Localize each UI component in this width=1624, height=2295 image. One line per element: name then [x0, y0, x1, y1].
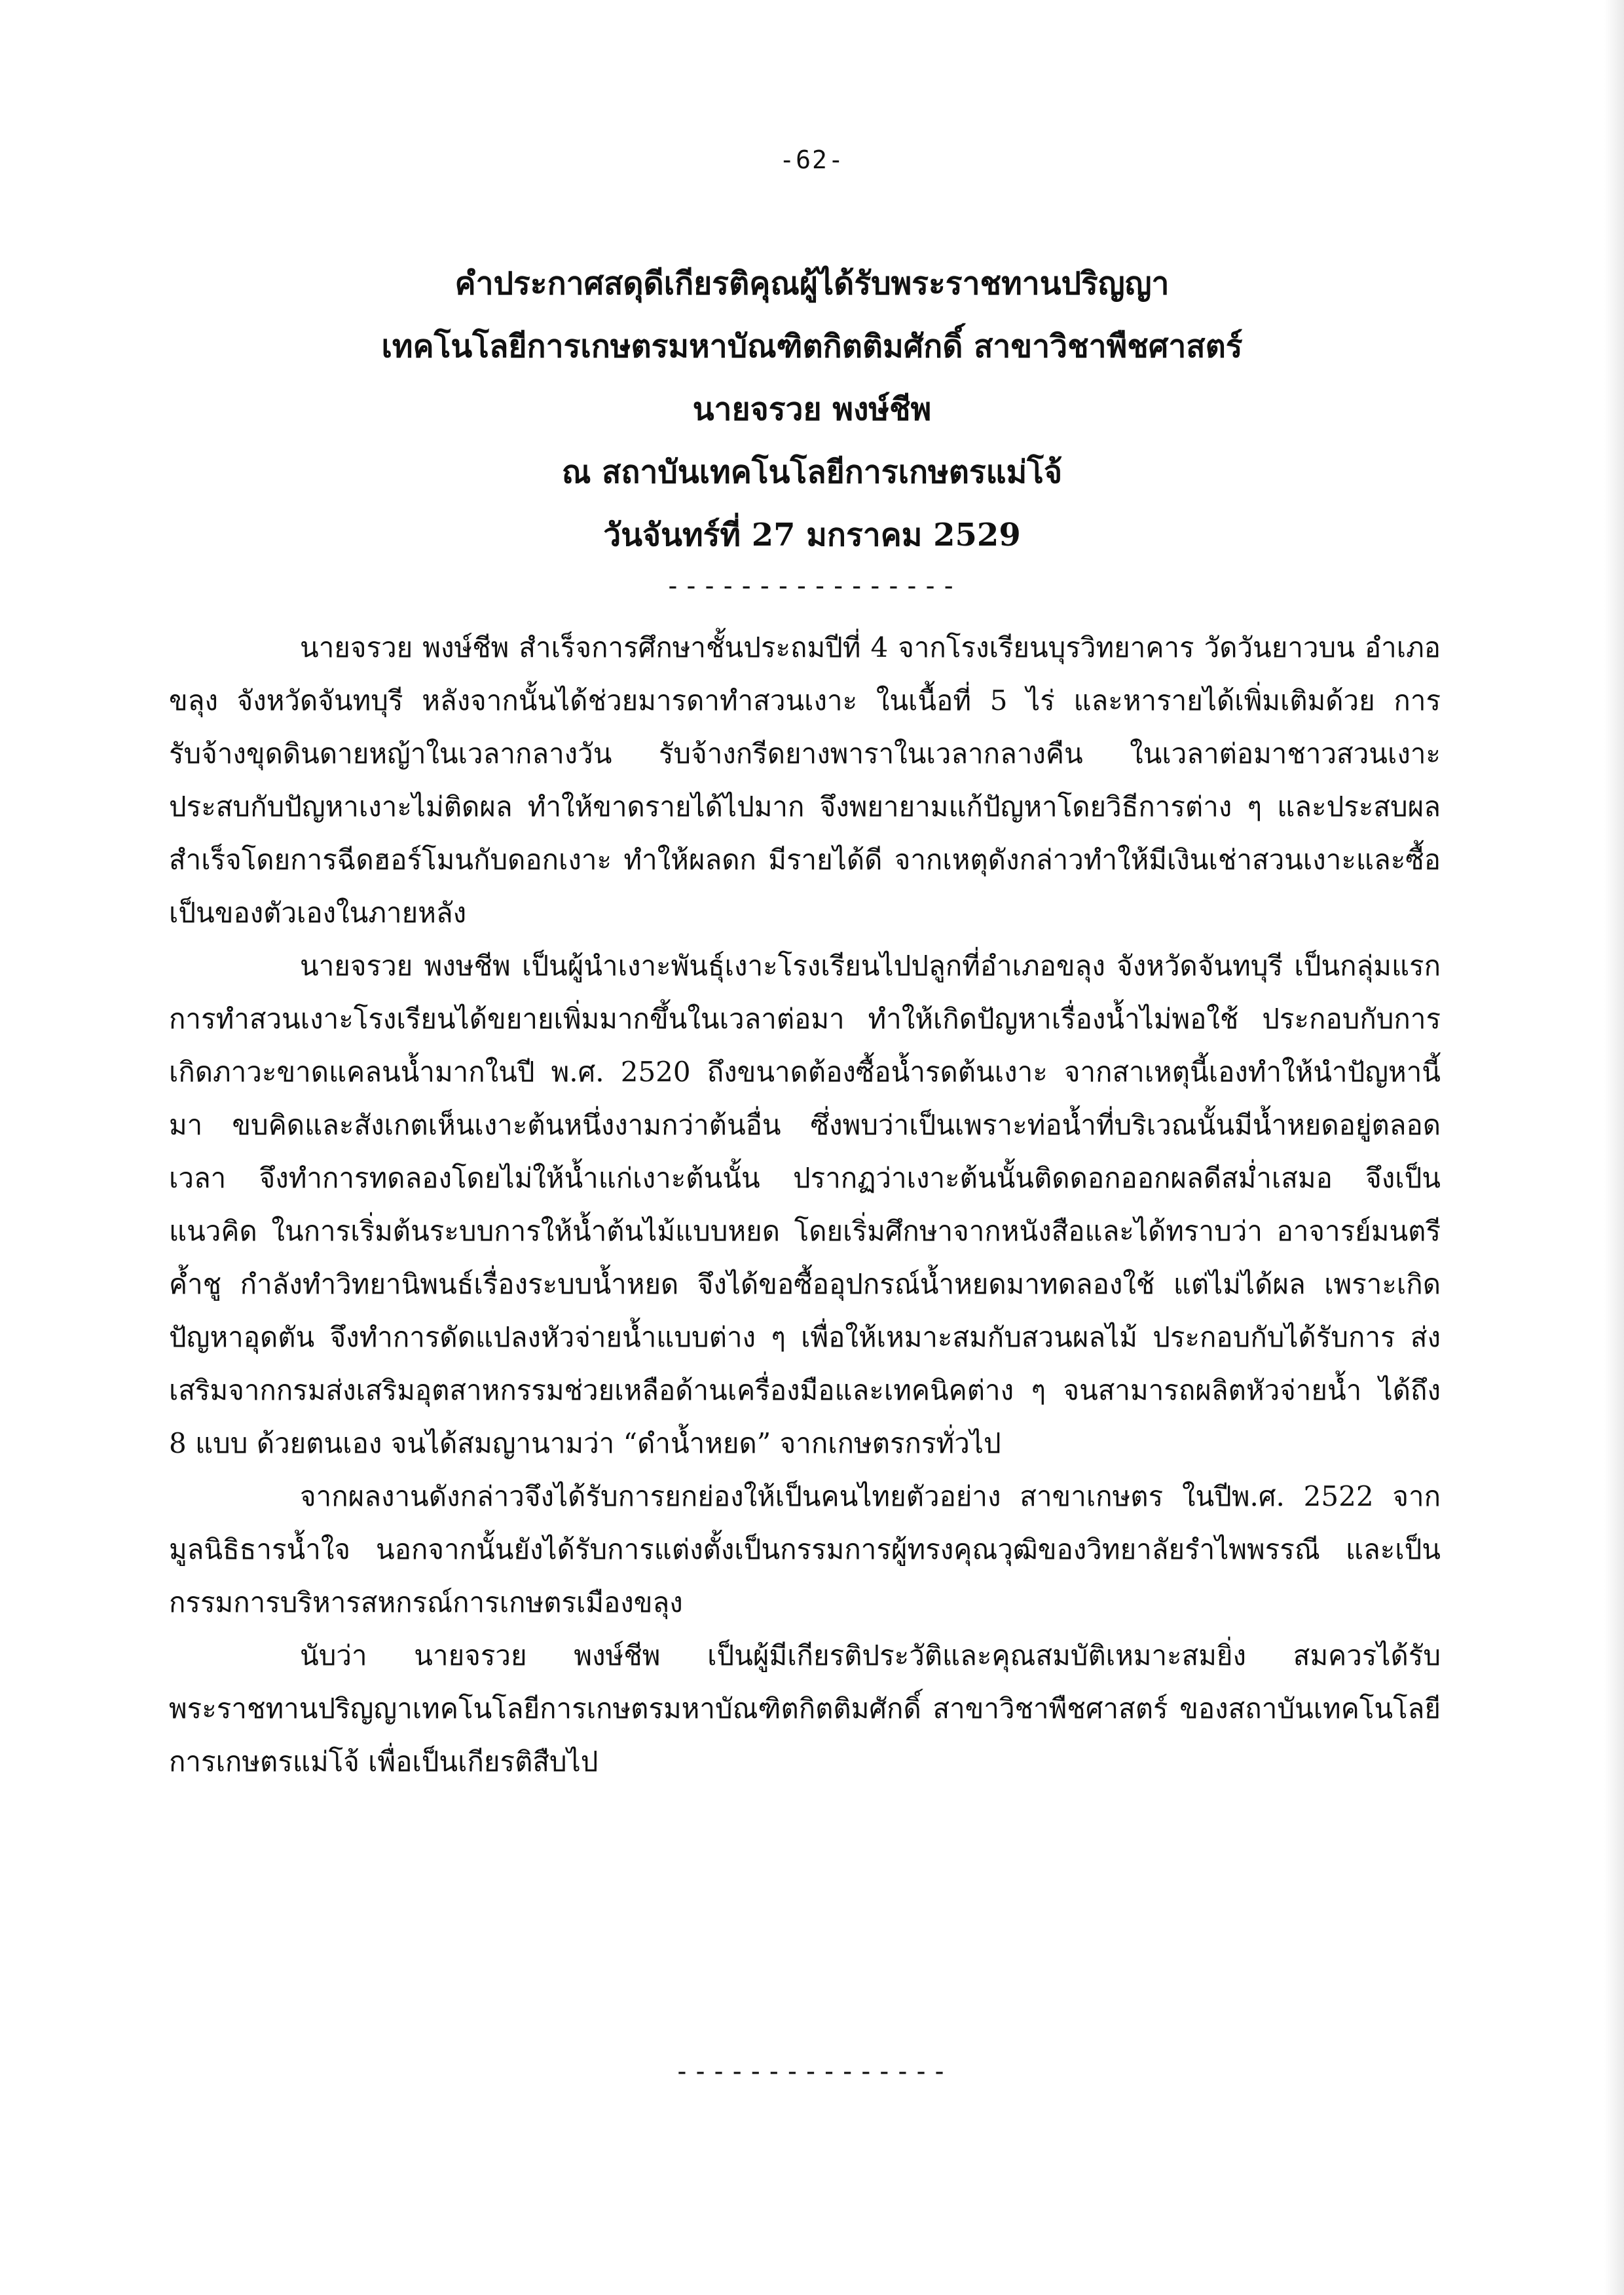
- paragraph-2: นายจรวย พงษชีพ เป็นผู้นำเงาะพันธุ์เงาะโรงเรียนไปปลูกที่อำเภอขลุง จังหวัดจันทบุรี เป็นกลุ่มแรก การทำสวนเงาะโรงเรียนได้ขยายเพิ่มมากขึ้นในเวลาต่อมา ทำให้เกิดปัญหาเรื่องน้ำไม่พอใช้ ประกอบกับการ เกิดภาวะขาดแคลนน้ำมากในปี พ.ศ. 2520 ถึงขนาดต้องซื้อน้ำรดต้นเงาะ จากสาเหตุนี้เองทำให้นำปัญหานี้มา ขบคิดและสังเกตเห็นเงาะต้นหนึ่งงามกว่าต้นอื่น ซึ่งพบว่าเป็นเพราะท่อน้ำที่บริเวณนั้นมีน้ำหยดอยู่ตลอดเวลา จึงทำการทดลองโดยไม่ให้น้ำแก่เงาะต้นนั้น ปรากฏว่าเงาะต้นนั้นติดดอกออกผลดีสม่ำเสมอ จึงเป็นแนวคิด ในการเริ่มต้นระบบการให้น้ำต้นไม้แบบหยด โดยเริ่มศึกษาจากหนังสือและได้ทราบว่า อาจารย์มนตรี ค้ำชู กำลังทำวิทยานิพนธ์เรื่องระบบน้ำหยด จึงได้ขอซื้ออุปกรณ์น้ำหยดมาทดลองใช้ แต่ไม่ได้ผล เพราะเกิด ปัญหาอุดตัน จึงทำการดัดแปลงหัวจ่ายน้ำแบบต่าง ๆ เพื่อให้เหมาะสมกับสวนผลไม้ ประกอบกับได้รับการ ส่งเสริมจากกรมส่งเสริมอุตสาหกรรมช่วยเหลือด้านเครื่องมือและเทคนิคต่าง ๆ จนสามารถผลิตหัวจ่ายน้ำ ได้ถึง 8 แบบ ด้วยตนเอง จนได้สมญานามว่า “ดำน้ำหยด” จากเกษตรกรทั่วไป: [169, 950, 1441, 1459]
- honoree-name: นายจรวย พงษ์ชีพ: [692, 391, 932, 428]
- paragraph-4: นับว่า นายจรวย พงษ์ชีพ เป็นผู้มีเกียรติประวัติและคุณสมบัติเหมาะสมยิ่ง สมควรได้รับ พระราชทานปริญญาเทคโนโลยีการเกษตรมหาบัณฑิตกิตติมศักดิ์ สาขาวิชาพืชศาสตร์ ของสถาบันเทคโนโลยี การเกษตรแม่โจ้ เพื่อเป็นเกียรติสืบไป: [169, 1639, 1441, 1778]
- title-block: [0, 252, 1624, 606]
- date-line: วันจันทร์ที่ 27 มกราคม 2529: [603, 517, 1021, 553]
- title-line-1: คำประกาศสดุดีเกียรติคุณผู้ได้รับพระราชทานปริญญา: [454, 265, 1170, 302]
- title-line-2: เทคโนโลยีการเกษตรมหาบัณฑิตกิตติมศักดิ์ สาขาวิชาพืชศาสตร์: [381, 328, 1243, 365]
- institution-line: ณ สถาบันเทคโนโลยีการเกษตรแม่โจ้: [561, 454, 1063, 491]
- paragraph-3: จากผลงานดังกล่าวจึงได้รับการยกย่องให้เป็นคนไทยตัวอย่าง สาขาเกษตร ในปีพ.ศ. 2522 จากมูลนิธิธารน้ำใจ นอกจากนั้นยังได้รับการแต่งตั้งเป็นกรรมการผู้ทรงคุณวุฒิของวิทยาลัยรำไพพรรณี และเป็นกรรมการบริหารสหกรณ์การเกษตรเมืองขลุง: [169, 1480, 1441, 1618]
- paragraph-1: นายจรวย พงษ์ชีพ สำเร็จการศึกษาชั้นประถมปีที่ 4 จากโรงเรียนบุรวิทยาคาร วัดวันยาวบน อำเภอขลุง จังหวัดจันทบุรี หลังจากนั้นได้ช่วยมารดาทำสวนเงาะ ในเนื้อที่ 5 ไร่ และหารายได้เพิ่มเติมด้วย การรับจ้างขุดดินดายหญ้าในเวลากลางวัน รับจ้างกรีดยางพาราในเวลากลางคืน ในเวลาต่อมาชาวสวนเงาะ ประสบกับปัญหาเงาะไม่ติดผล ทำให้ขาดรายได้ไปมาก จึงพยายามแก้ปัญหาโดยวิธีการต่าง ๆ และประสบผล สำเร็จโดยการฉีดฮอร์โมนกับดอกเงาะ ทำให้ผลดก มีรายได้ดี จากเหตุดังกล่าวทำให้มีเงินเช่าสวนเงาะและซื้อ เป็นของตัวเองในภายหลัง: [169, 631, 1441, 929]
- page-number: -62-: [779, 145, 845, 174]
- end-separator: ---------------: [674, 2057, 950, 2087]
- title-separator: ----------------: [665, 571, 959, 601]
- body-text: [169, 621, 1441, 1788]
